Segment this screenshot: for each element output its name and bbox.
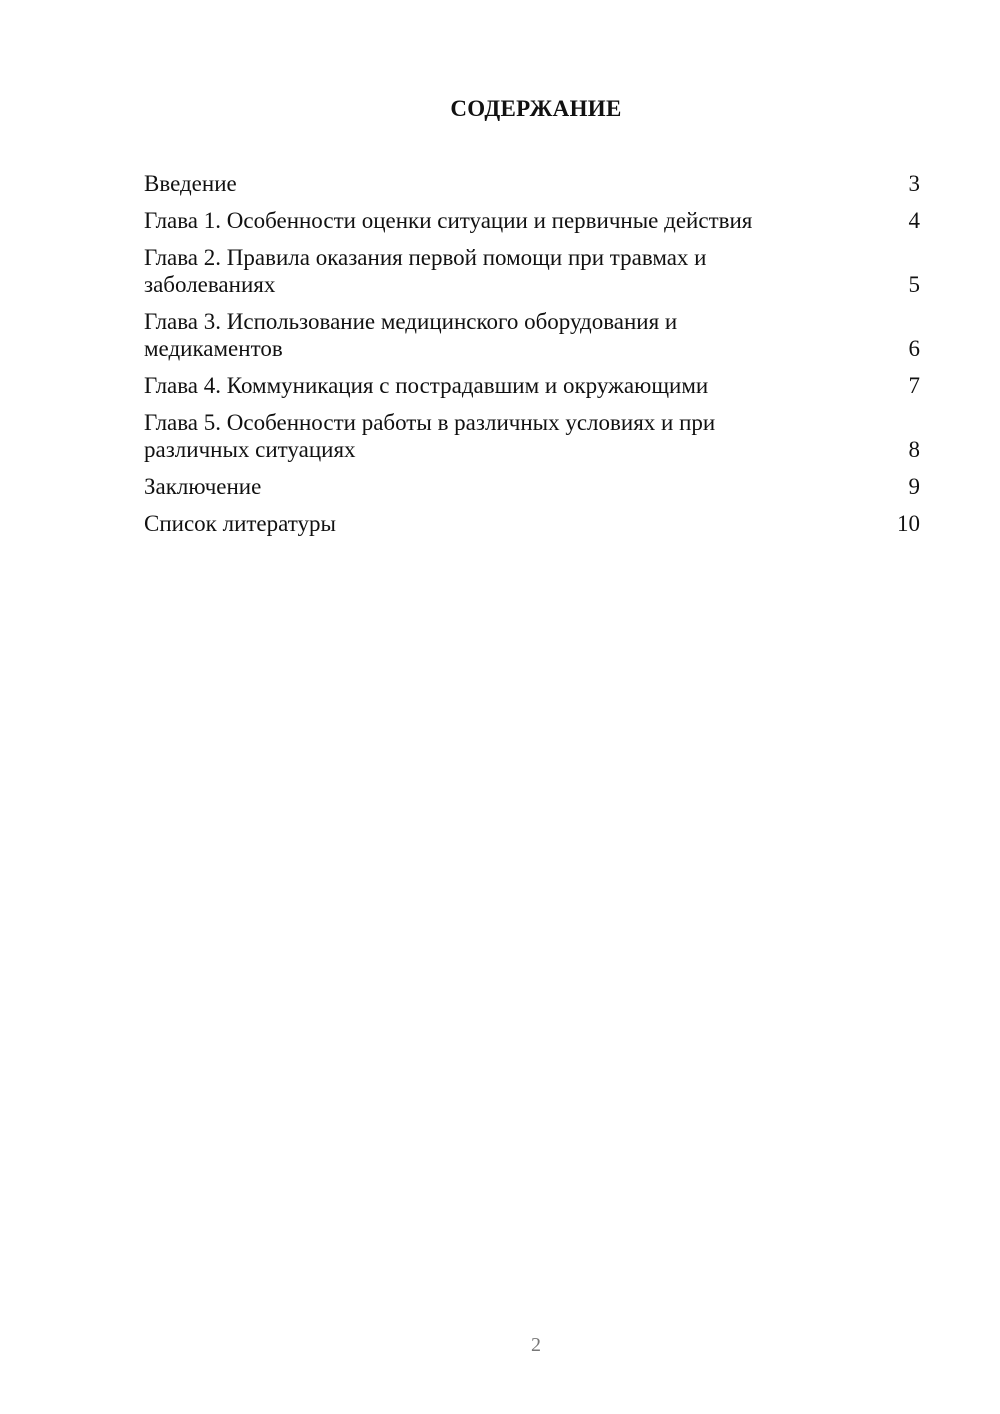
toc-entry-references xyxy=(144,510,920,537)
page-number: 2 xyxy=(531,1334,541,1356)
toc-entry-chapter-1 xyxy=(144,207,920,234)
toc-entry-page: 3 xyxy=(908,171,920,196)
toc-entry-page: 6 xyxy=(908,336,920,361)
toc-entry-page: 4 xyxy=(908,208,920,233)
toc-entry-page: 8 xyxy=(908,437,920,462)
toc-entry-chapter-5 xyxy=(144,409,920,463)
toc-entry-text: Список литературы xyxy=(144,511,336,536)
toc-entry-text: Заключение xyxy=(144,474,262,499)
table-of-contents xyxy=(144,170,920,547)
toc-entry-page: 9 xyxy=(908,474,920,499)
toc-entry-conclusion xyxy=(144,473,920,500)
toc-entry-text: Глава 4. Коммуникация с пострадавшим и окружающими xyxy=(144,373,709,398)
toc-entry-text: Глава 1. Особенности оценки ситуации и первичные действия xyxy=(144,208,753,233)
toc-entry-chapter-2 xyxy=(144,244,920,298)
toc-entry-chapter-3 xyxy=(144,308,920,362)
toc-entry-page: 5 xyxy=(908,272,920,297)
toc-entry-text: Глава 5. Особенности работы в различных условиях и при различных ситуациях xyxy=(144,410,716,462)
toc-entry-page: 10 xyxy=(897,511,920,536)
toc-entry-text: Введение xyxy=(144,171,237,196)
toc-entry-page: 7 xyxy=(908,373,920,398)
toc-entry-text: Глава 3. Использование медицинского оборудования и медикаментов xyxy=(144,309,678,361)
toc-title: СОДЕРЖАНИЕ xyxy=(450,96,622,121)
toc-entry-introduction xyxy=(144,170,920,197)
toc-entry-text: Глава 2. Правила оказания первой помощи при травмах и заболеваниях xyxy=(144,245,707,297)
toc-entry-chapter-4 xyxy=(144,372,920,399)
